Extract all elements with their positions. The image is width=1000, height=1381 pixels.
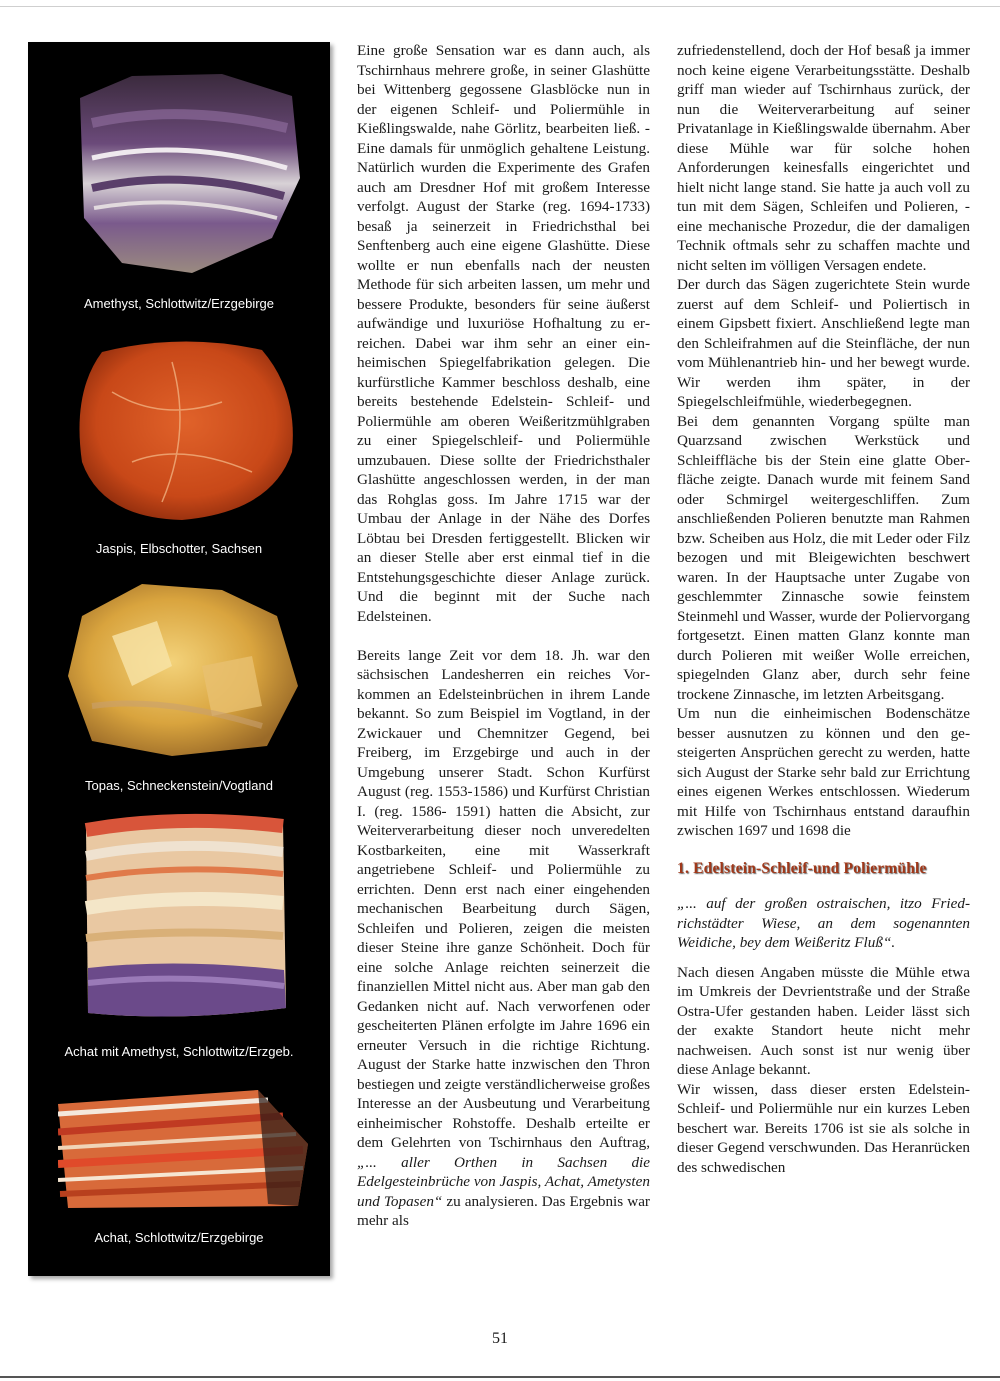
jasper-photo — [72, 332, 298, 524]
caption-jasper: Jaspis, Elbschotter, Sachsen — [95, 541, 263, 556]
paragraph: Nach diesen Angaben müsste die Mühle etwa im Umkreis der Devrientstraße und der Straße Ostra-Ufer gestanden haben. Leider lässt sich der exakte Standort heute nicht mehr nachweisen. Auch sonst ist nur wenig über diese Anlage bekannt. — [677, 963, 970, 1078]
caption-amethyst: Amethyst, Schlottwitz/Erzgebirge — [83, 296, 275, 311]
paragraph: Wir wissen, dass dieser ersten Edelstein-Schleif- und Poliermühle nur ein kurzes Leben beschert war. Bereits 1706 ist sie als solche in dieser Gegend verschwunden. Das Heranrücken des schwedischen — [677, 1080, 970, 1176]
agate-photo — [58, 1084, 312, 1214]
paragraph-text: zu analysieren. Das Ergebnis war mehr als — [357, 1192, 650, 1229]
paragraph: Der durch das Sägen zugerichtete Stein wurde zuerst auf dem Schleif- und Poliertisch in einem Gipsbett fixiert. Anschließend legte man den Schleifrahmen auf die Steinfläche, der nun vom Mühlenantrieb hin- und her bewegt wurde. Wir werden ihm später, in der Spiegelschleifmühle, wiederbegegnen. — [677, 276, 970, 410]
caption-agate: Achat, Schlottwitz/Erzgebirge — [94, 1230, 264, 1245]
text-column-right — [677, 41, 970, 1177]
paragraph-text: Bereits lange Zeit vor dem 18. Jh. war den sächsischen Landesherren ein reiches Vorkommen an Edelsteinbrüchen in ihrem Lande bekannt. So zum Beispiel im Vogtland, in der Zwickauer und Chemnitzer Gegend, bei Freiberg, im Erzgebirge und auch in der Umgebung unserer Stadt. Schon Kurfürst August (reg. 1553-1586) und Kurfürst Christian I. (reg. 1586- 1591) hatten die Absicht, zur Weiterverarbeitung dieser noch unveredelten Kostbarkeiten, eine mit Wasserkraft angetriebene Schleif- und Poliermühle zu errichten. Denn erst nach einer eingehenden mechanischen Bearbeitung durch Sägen, Schleifen und Polieren, zeigen die meisten dieser Steine ihre ganze Schönheit. Doch für eine solche Anlage reichten seinerzeit die finanziellen Mittel nicht aus. Aber man gab den Gedanken nicht auf. Nach verworfenen oder gescheiterten Plänen erfolgte im Jahre 1696 ein erneuter Versuch in die richtige Richtung. August der Starke hatte inzwischen den Thron bestiegen und zeigte verständlicherweise großes Interesse an der Ausbeutung und Verarbeitung einheimischer Rohstoffe. Deshalb erteilte er dem Gelehrten von Tschirnhaus den Auftrag, — [357, 646, 650, 1151]
paragraph: Bei dem genannten Vorgang spülte man Quarzsand zwischen Werkstück und Schleiffläche bis der Stein eine glatte Oberfläche zeigte. Danach wurde mit feinem Sand oder Schmirgel weitergeschliffen. Zum anschließenden Polieren benutzte man Rahmen bzw. Scheiben aus Holz, die mit Leder oder Filz bezogen und mit Bleigewichten beschwert waren. In der Hauptsache unter Zugabe von geschlemmter Zinnasche sowie feinstem Steinmehl und Wasser, wurde der Poliervorgang fortgesetzt. Einen matten Glanz konnte man durch Polieren mit weißer Wolle erreichen, spiegelnden Glanz aber, durch sehr feine trockene Zinnasche, im letzten Arbeitsgang. — [677, 412, 970, 703]
topaz-photo — [62, 576, 302, 760]
amethyst-photo — [72, 68, 304, 283]
bottom-rule — [0, 1376, 1000, 1378]
top-rule — [0, 6, 1000, 7]
caption-agate-amethyst: Achat mit Amethyst, Schlottwitz/Erzgeb. — [64, 1044, 294, 1059]
mineral-photo-panel — [28, 42, 330, 1276]
paragraph: zufriedenstellend, doch der Hof besaß ja immer noch keine eigene Verarbeitungsstätte. Deshalb griff man wieder auf Tschirnhaus zurück, der nun die Weiterverarbeitung auf seiner Privatanlage in Kießlingswalde übernahm. Aber diese Mühle war für solche hohen Anforderungen keinesfalls eingerichtet und hielt nicht lange stand. Sie hatte ja auch voll zu tun mit dem Sägen, Schleifen und Polieren, - eine mechanische Prozedur, die der damaligen Technik oftmals sehr zu schaffen machte und nicht selten im völligen Versagen endete. — [677, 42, 970, 274]
paragraph: Um nun die einheimischen Bodenschätze besser ausnutzen zu können und den gesteigerten Ansprüchen gerecht zu werden, hatte sich August der Starke sehr bald zur Errichtung eines eigenen Werkes entschlossen. Wiederum mit Hilfe von Tschirnhaus entstand daraufhin zwischen 1697 und 1698 die — [677, 705, 970, 839]
page-number: 51 — [492, 1330, 508, 1347]
block-quote: „... auf der großen ostraischen, itzo Friedrichstädter Wiese, an dem sogenannten Weidiche, bey dem Weißeritz Fluß“. — [677, 895, 970, 951]
agate-amethyst-photo — [78, 808, 290, 1026]
caption-topaz: Topas, Schneckenstein/Vogtland — [85, 778, 273, 793]
paragraph: Eine große Sensation war es dann auch, als Tschirnhaus mehrere große, in seiner Glashütte bei Wittenberg gegossene Glasblöcke nun in der eigenen Schleif- und Poliermühle in Kießlingswalde, nahe Görlitz, bearbeiten ließ. - Eine damals für unmöglich gehaltene Leistung. Natürlich wurden die Experimente des Grafen auch am Dresdner Hof mit großem Interesse verfolgt. August der Starke (reg. 1694-1733) besaß ja seinerzeit in Friedrichsthal bei Senftenberg auch eine eigene Glashütte. Diese wollte er nun ebenfalls nach der neusten Methode für sich arbeiten lassen, um mehr und bessere Produkte, besonders für seine äußerst aufwändige und luxuriöse Hofhaltung zu erreichen. Dabei war ihm sehr an einer einheimischen Spiegelfabrikation gelegen. Die kurfürstliche Kammer beschloss deshalb, eine bereits bestehende Edelstein- Schleif- und Poliermühle am oberen Weißeritzmühlgraben zu einer Spiegelschleif- und Poliermühle umzubauen. Diese sollte der Friedrichsthaler Glashütte angeschlossen werden, in der man das Rohglas goss. Im Jahre 1715 war der Umbau der Anlage in der Nähe des Dorfes Löbtau bei Dresden fertiggestellt. Blicken wir an dieser Stelle aber erst einmal tief in die Entstehungsgeschichte dieser Anlage zurück. Und die beginnt mit der Suche nach Edelsteinen. — [357, 42, 650, 625]
text-column-middle — [357, 41, 650, 1231]
quote-inline: „... aller Orthen in Sachsen die Edelgesteinbrüche von Jaspis, Achat, Ametysten und Topasen“ — [357, 1153, 650, 1210]
section-heading: 1. Edelstein-Schleif-und Poliermühle — [677, 859, 927, 877]
paragraph — [357, 646, 650, 1231]
